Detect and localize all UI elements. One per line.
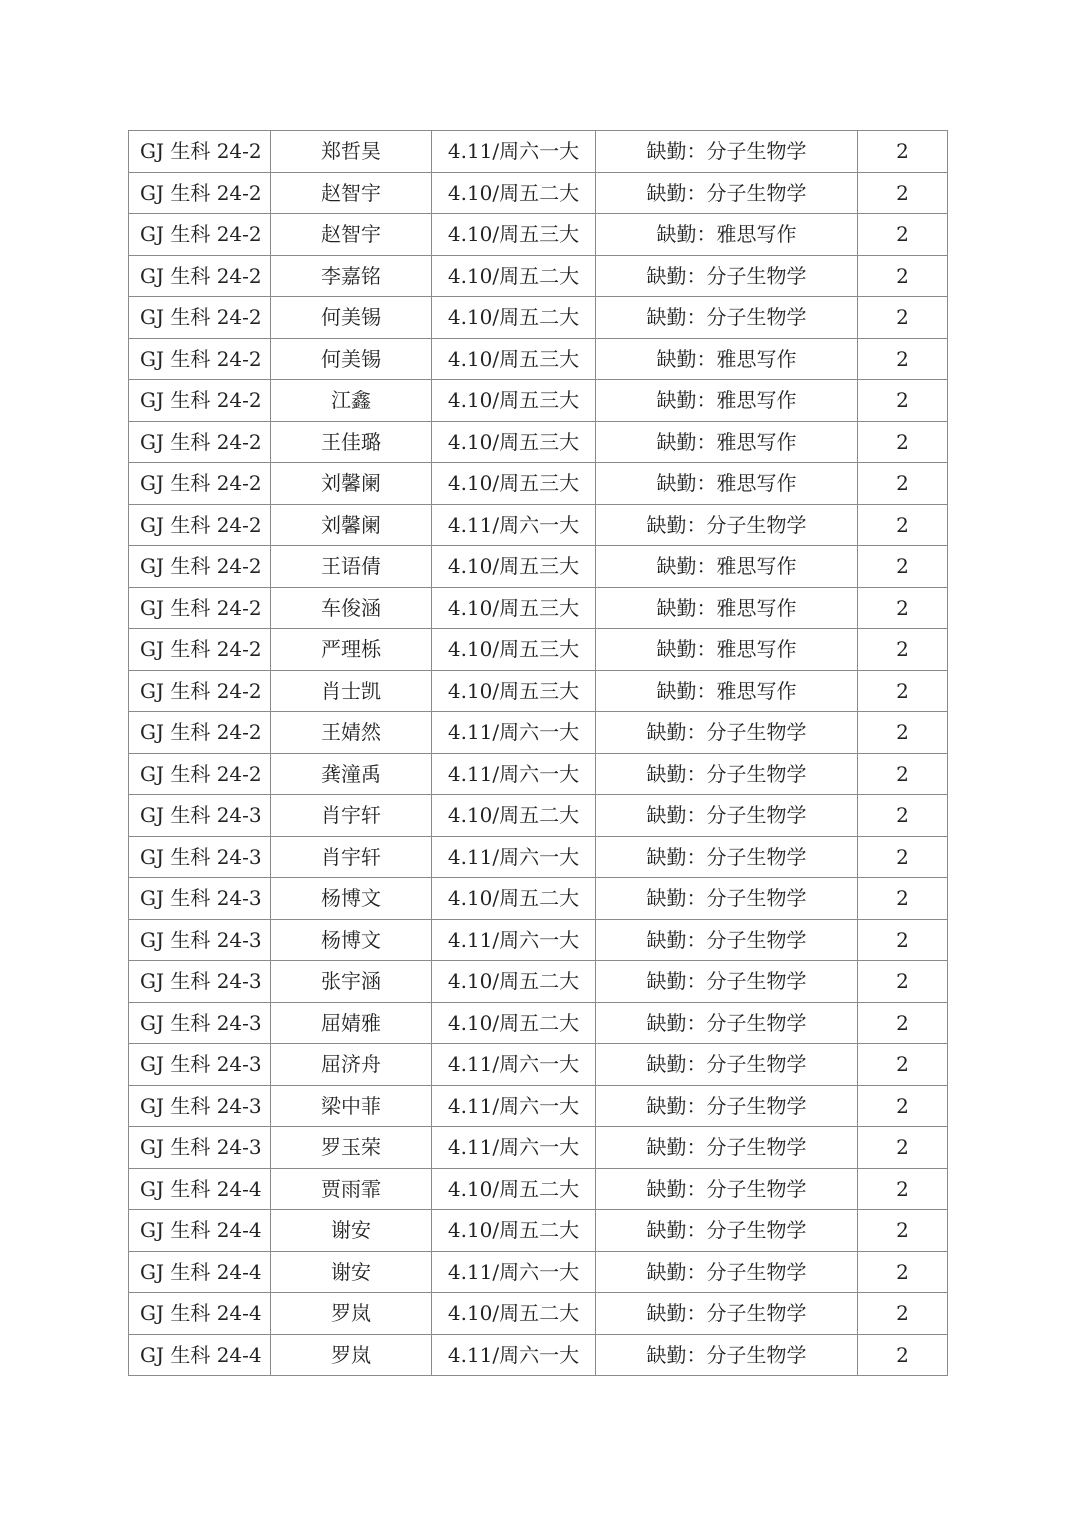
score-cell: 2 — [858, 463, 948, 505]
name-cell: 赵智宇 — [271, 172, 432, 214]
score-cell: 2 — [858, 587, 948, 629]
class-cell: GJ 生科 24-3 — [129, 1002, 271, 1044]
class-cell: GJ 生科 24-4 — [129, 1251, 271, 1293]
class-cell: GJ 生科 24-2 — [129, 255, 271, 297]
score-cell: 2 — [858, 338, 948, 380]
table-row — [129, 255, 948, 297]
reason-cell: 缺勤：雅思写作 — [596, 670, 858, 712]
table-row — [129, 131, 948, 173]
date-cell: 4.10/周五二大 — [432, 1168, 596, 1210]
name-cell: 肖宇轩 — [271, 795, 432, 837]
date-cell: 4.11/周六一大 — [432, 1127, 596, 1169]
class-cell: GJ 生科 24-4 — [129, 1168, 271, 1210]
class-cell: GJ 生科 24-3 — [129, 836, 271, 878]
reason-cell: 缺勤：分子生物学 — [596, 961, 858, 1003]
class-cell: GJ 生科 24-3 — [129, 1044, 271, 1086]
class-cell: GJ 生科 24-4 — [129, 1293, 271, 1335]
name-cell: 车俊涵 — [271, 587, 432, 629]
table-row — [129, 836, 948, 878]
reason-cell: 缺勤：分子生物学 — [596, 1334, 858, 1376]
reason-cell: 缺勤：分子生物学 — [596, 1210, 858, 1252]
name-cell: 江鑫 — [271, 380, 432, 422]
reason-cell: 缺勤：分子生物学 — [596, 504, 858, 546]
table-row — [129, 1085, 948, 1127]
name-cell: 谢安 — [271, 1210, 432, 1252]
class-cell: GJ 生科 24-2 — [129, 338, 271, 380]
name-cell: 王婧然 — [271, 712, 432, 754]
reason-cell: 缺勤：分子生物学 — [596, 131, 858, 173]
table-row — [129, 546, 948, 588]
reason-cell: 缺勤：分子生物学 — [596, 1293, 858, 1335]
date-cell: 4.10/周五二大 — [432, 1210, 596, 1252]
reason-cell: 缺勤：分子生物学 — [596, 172, 858, 214]
table-row — [129, 1002, 948, 1044]
class-cell: GJ 生科 24-3 — [129, 919, 271, 961]
class-cell: GJ 生科 24-2 — [129, 297, 271, 339]
reason-cell: 缺勤：雅思写作 — [596, 587, 858, 629]
name-cell: 罗岚 — [271, 1334, 432, 1376]
reason-cell: 缺勤：雅思写作 — [596, 629, 858, 671]
score-cell: 2 — [858, 795, 948, 837]
score-cell: 2 — [858, 297, 948, 339]
class-cell: GJ 生科 24-2 — [129, 712, 271, 754]
table-row — [129, 961, 948, 1003]
reason-cell: 缺勤：分子生物学 — [596, 836, 858, 878]
date-cell: 4.10/周五二大 — [432, 255, 596, 297]
class-cell: GJ 生科 24-2 — [129, 463, 271, 505]
name-cell: 郑哲昊 — [271, 131, 432, 173]
name-cell: 杨博文 — [271, 878, 432, 920]
reason-cell: 缺勤：分子生物学 — [596, 1085, 858, 1127]
class-cell: GJ 生科 24-2 — [129, 421, 271, 463]
table-row — [129, 214, 948, 256]
table-row — [129, 1293, 948, 1335]
score-cell: 2 — [858, 629, 948, 671]
reason-cell: 缺勤：分子生物学 — [596, 1251, 858, 1293]
reason-cell: 缺勤：雅思写作 — [596, 546, 858, 588]
reason-cell: 缺勤：雅思写作 — [596, 380, 858, 422]
date-cell: 4.10/周五二大 — [432, 961, 596, 1003]
score-cell: 2 — [858, 380, 948, 422]
score-cell: 2 — [858, 421, 948, 463]
date-cell: 4.11/周六一大 — [432, 504, 596, 546]
date-cell: 4.10/周五三大 — [432, 421, 596, 463]
name-cell: 何美锡 — [271, 338, 432, 380]
table-row — [129, 1334, 948, 1376]
score-cell: 2 — [858, 961, 948, 1003]
class-cell: GJ 生科 24-2 — [129, 587, 271, 629]
date-cell: 4.11/周六一大 — [432, 1085, 596, 1127]
score-cell: 2 — [858, 172, 948, 214]
name-cell: 梁中菲 — [271, 1085, 432, 1127]
score-cell: 2 — [858, 878, 948, 920]
reason-cell: 缺勤：分子生物学 — [596, 1168, 858, 1210]
class-cell: GJ 生科 24-2 — [129, 131, 271, 173]
class-cell: GJ 生科 24-4 — [129, 1334, 271, 1376]
name-cell: 贾雨霏 — [271, 1168, 432, 1210]
date-cell: 4.10/周五三大 — [432, 338, 596, 380]
date-cell: 4.10/周五三大 — [432, 629, 596, 671]
score-cell: 2 — [858, 1127, 948, 1169]
table-row — [129, 753, 948, 795]
name-cell: 屈婧雅 — [271, 1002, 432, 1044]
reason-cell: 缺勤：雅思写作 — [596, 421, 858, 463]
score-cell: 2 — [858, 1251, 948, 1293]
class-cell: GJ 生科 24-2 — [129, 214, 271, 256]
date-cell: 4.10/周五二大 — [432, 172, 596, 214]
name-cell: 肖宇轩 — [271, 836, 432, 878]
table-row — [129, 297, 948, 339]
date-cell: 4.11/周六一大 — [432, 1334, 596, 1376]
table-row — [129, 1127, 948, 1169]
date-cell: 4.10/周五三大 — [432, 587, 596, 629]
date-cell: 4.10/周五三大 — [432, 463, 596, 505]
date-cell: 4.11/周六一大 — [432, 1044, 596, 1086]
reason-cell: 缺勤：分子生物学 — [596, 878, 858, 920]
name-cell: 王佳璐 — [271, 421, 432, 463]
table-row — [129, 795, 948, 837]
reason-cell: 缺勤：分子生物学 — [596, 919, 858, 961]
date-cell: 4.11/周六一大 — [432, 1251, 596, 1293]
table-row — [129, 1168, 948, 1210]
class-cell: GJ 生科 24-3 — [129, 1127, 271, 1169]
class-cell: GJ 生科 24-2 — [129, 629, 271, 671]
class-cell: GJ 生科 24-3 — [129, 961, 271, 1003]
name-cell: 赵智宇 — [271, 214, 432, 256]
date-cell: 4.10/周五三大 — [432, 670, 596, 712]
score-cell: 2 — [858, 214, 948, 256]
name-cell: 龚潼禹 — [271, 753, 432, 795]
name-cell: 刘馨阑 — [271, 463, 432, 505]
class-cell: GJ 生科 24-2 — [129, 172, 271, 214]
name-cell: 罗岚 — [271, 1293, 432, 1335]
table-row — [129, 338, 948, 380]
table-row — [129, 629, 948, 671]
class-cell: GJ 生科 24-2 — [129, 753, 271, 795]
class-cell: GJ 生科 24-2 — [129, 504, 271, 546]
class-cell: GJ 生科 24-3 — [129, 878, 271, 920]
date-cell: 4.11/周六一大 — [432, 836, 596, 878]
name-cell: 严理栎 — [271, 629, 432, 671]
name-cell: 屈济舟 — [271, 1044, 432, 1086]
score-cell: 2 — [858, 131, 948, 173]
score-cell: 2 — [858, 919, 948, 961]
table-row — [129, 380, 948, 422]
date-cell: 4.10/周五二大 — [432, 795, 596, 837]
reason-cell: 缺勤：分子生物学 — [596, 1044, 858, 1086]
reason-cell: 缺勤：分子生物学 — [596, 1002, 858, 1044]
score-cell: 2 — [858, 1334, 948, 1376]
class-cell: GJ 生科 24-2 — [129, 546, 271, 588]
class-cell: GJ 生科 24-2 — [129, 670, 271, 712]
score-cell: 2 — [858, 836, 948, 878]
date-cell: 4.10/周五三大 — [432, 546, 596, 588]
name-cell: 张宇涵 — [271, 961, 432, 1003]
reason-cell: 缺勤：分子生物学 — [596, 1127, 858, 1169]
table-row — [129, 1210, 948, 1252]
reason-cell: 缺勤：雅思写作 — [596, 463, 858, 505]
score-cell: 2 — [858, 670, 948, 712]
name-cell: 李嘉铭 — [271, 255, 432, 297]
score-cell: 2 — [858, 753, 948, 795]
class-cell: GJ 生科 24-3 — [129, 795, 271, 837]
name-cell: 何美锡 — [271, 297, 432, 339]
class-cell: GJ 生科 24-2 — [129, 380, 271, 422]
date-cell: 4.11/周六一大 — [432, 712, 596, 754]
table-row — [129, 670, 948, 712]
score-cell: 2 — [858, 1002, 948, 1044]
date-cell: 4.11/周六一大 — [432, 753, 596, 795]
attendance-table-body — [129, 131, 948, 1376]
table-row — [129, 172, 948, 214]
reason-cell: 缺勤：分子生物学 — [596, 297, 858, 339]
reason-cell: 缺勤：雅思写作 — [596, 214, 858, 256]
table-row — [129, 587, 948, 629]
name-cell: 罗玉荣 — [271, 1127, 432, 1169]
reason-cell: 缺勤：分子生物学 — [596, 255, 858, 297]
date-cell: 4.10/周五二大 — [432, 297, 596, 339]
date-cell: 4.10/周五二大 — [432, 1002, 596, 1044]
date-cell: 4.11/周六一大 — [432, 131, 596, 173]
score-cell: 2 — [858, 255, 948, 297]
table-row — [129, 1044, 948, 1086]
score-cell: 2 — [858, 1168, 948, 1210]
date-cell: 4.10/周五二大 — [432, 878, 596, 920]
date-cell: 4.11/周六一大 — [432, 919, 596, 961]
name-cell: 谢安 — [271, 1251, 432, 1293]
attendance-table — [128, 130, 948, 1376]
score-cell: 2 — [858, 1293, 948, 1335]
class-cell: GJ 生科 24-4 — [129, 1210, 271, 1252]
table-row — [129, 463, 948, 505]
reason-cell: 缺勤：分子生物学 — [596, 753, 858, 795]
class-cell: GJ 生科 24-3 — [129, 1085, 271, 1127]
name-cell: 王语倩 — [271, 546, 432, 588]
score-cell: 2 — [858, 712, 948, 754]
score-cell: 2 — [858, 1210, 948, 1252]
reason-cell: 缺勤：分子生物学 — [596, 795, 858, 837]
date-cell: 4.10/周五二大 — [432, 1293, 596, 1335]
name-cell: 刘馨阑 — [271, 504, 432, 546]
name-cell: 肖士凯 — [271, 670, 432, 712]
score-cell: 2 — [858, 1085, 948, 1127]
name-cell: 杨博文 — [271, 919, 432, 961]
reason-cell: 缺勤：雅思写作 — [596, 338, 858, 380]
date-cell: 4.10/周五三大 — [432, 380, 596, 422]
date-cell: 4.10/周五三大 — [432, 214, 596, 256]
score-cell: 2 — [858, 504, 948, 546]
table-row — [129, 919, 948, 961]
table-row — [129, 1251, 948, 1293]
table-row — [129, 712, 948, 754]
table-row — [129, 504, 948, 546]
reason-cell: 缺勤：分子生物学 — [596, 712, 858, 754]
score-cell: 2 — [858, 546, 948, 588]
score-cell: 2 — [858, 1044, 948, 1086]
table-row — [129, 878, 948, 920]
table-row — [129, 421, 948, 463]
